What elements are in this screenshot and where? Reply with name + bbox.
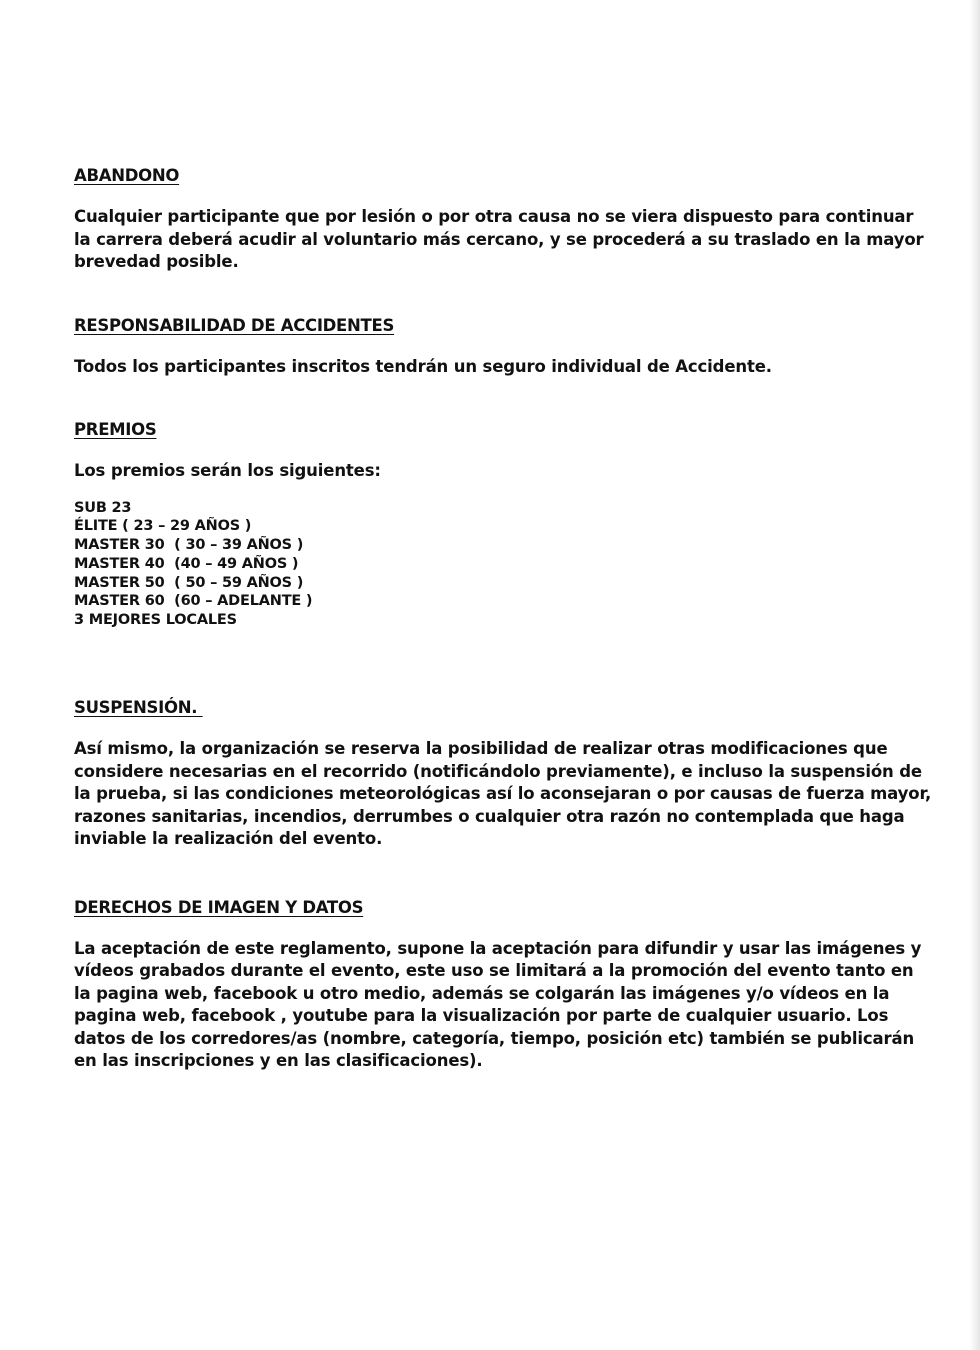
list-item: MASTER 50 ( 50 – 59 AÑOS ): [74, 574, 304, 591]
section-paragraph-premios: Los premios serán los siguientes:: [74, 461, 381, 480]
section-paragraph-responsabilidad: Todos los participantes inscritos tendrán un seguro individual de Accidente.: [74, 356, 772, 376]
section-heading-suspension: SUSPENSIÓN.: [74, 698, 203, 718]
section-heading-premios: PREMIOS: [74, 420, 157, 439]
list-item: SUB 23: [74, 499, 132, 516]
document-body: [74, 165, 934, 1073]
list-item: MASTER 30 ( 30 – 39 AÑOS ): [74, 537, 304, 554]
section-heading-responsabilidad: RESPONSABILIDAD DE ACCIDENTES: [74, 315, 395, 335]
section-heading-derechos: DERECHOS DE IMAGEN Y DATOS: [74, 897, 364, 917]
section-paragraph-abandono: Cualquier participante que por lesión o por otra causa no se viera dispuesto para continuar la carrera deberá acudir al voluntario más cercano, y se procederá a su traslado en la mayor brevedad posible.: [74, 207, 924, 271]
list-item: MASTER 40 (40 – 49 AÑOS ): [74, 555, 299, 572]
list-item: ÉLITE ( 23 – 29 AÑOS ): [74, 518, 252, 535]
section-paragraph-derechos: La aceptación de este reglamento, supone la aceptación para difundir y usar las imágenes y vídeos grabados durante el evento, este uso se limitará a la promoción del evento tanto en la pagina web, facebook u otro medio, además se colgarán las imágenes y/o vídeos en la pagina web, facebook , youtube para la visualización por parte de cualquier usuario. Los datos de los corredores/as (nombre, categoría, tiempo, posición etc) también se publicarán en las inscripciones y en las clasificaciones).: [74, 938, 922, 1071]
list-item: MASTER 60 (60 – ADELANTE ): [74, 593, 313, 610]
prize-category-list: [74, 499, 934, 631]
list-item: 3 MEJORES LOCALES: [74, 612, 237, 629]
section-heading-abandono: ABANDONO: [74, 166, 180, 185]
section-paragraph-suspension: Así mismo, la organización se reserva la posibilidad de realizar otras modificaciones que considere necesarias en el recorrido (notificándolo previamente), e incluso la suspensión de la prueba, si las condiciones meteorológicas así lo aconsejaran o por causas de fuerza mayor, razones sanitarias, incendios, derrumbes o cualquier otra razón no contemplada que haga inviable la realización del evento.: [74, 739, 932, 849]
page-edge-shadow: [970, 0, 980, 1350]
